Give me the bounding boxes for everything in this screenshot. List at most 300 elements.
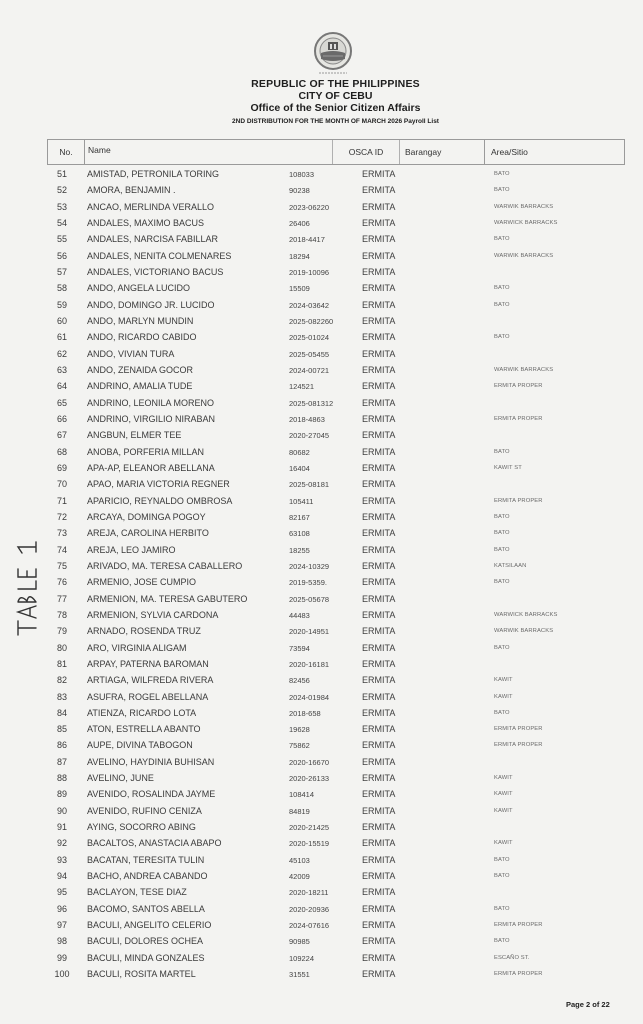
column-header-no: No.	[48, 140, 85, 164]
table-row	[47, 395, 625, 411]
row-osca-id: 108414	[289, 790, 315, 800]
row-osca-id: 2024-01984	[289, 692, 330, 702]
row-area-sitio: BATO	[494, 187, 510, 194]
row-osca-id: 82456	[289, 676, 310, 686]
column-header-osca-id: OSCA ID	[333, 140, 400, 164]
row-barangay: ERMITA	[362, 707, 396, 718]
row-name: ARPAY, PATERNA BAROMAN	[87, 658, 209, 669]
handwritten-note-text: TABLE 1	[4, 530, 8, 531]
row-name: ANDALES, MAXIMO BACUS	[87, 217, 205, 228]
row-barangay: ERMITA	[362, 381, 396, 392]
table-row	[47, 786, 625, 802]
row-barangay: ERMITA	[362, 805, 396, 816]
row-number: 87	[56, 756, 67, 767]
row-number: 71	[56, 495, 67, 506]
row-barangay: ERMITA	[362, 315, 396, 326]
row-area-sitio: BATO	[494, 448, 510, 455]
row-name: ARO, VIRGINIA ALIGAM	[87, 642, 187, 653]
row-number: 76	[56, 577, 67, 588]
row-barangay: ERMITA	[362, 169, 396, 179]
row-number: 93	[56, 854, 67, 865]
row-number: 69	[56, 462, 67, 473]
row-osca-id: 45103	[289, 855, 310, 865]
row-area-sitio: KAWIT	[494, 775, 513, 782]
table-row	[47, 852, 625, 868]
row-osca-id: 2019-10096	[289, 267, 330, 277]
row-area-sitio: ERMITA PROPER	[494, 497, 543, 504]
row-number: 68	[56, 446, 67, 457]
page-number: Page 2 of 22	[566, 1000, 610, 1009]
row-area-sitio: ERMITA PROPER	[494, 922, 543, 929]
row-barangay: ERMITA	[362, 348, 396, 359]
row-area-sitio: KAWIT	[494, 677, 513, 684]
table-row	[47, 689, 625, 705]
row-number: 92	[56, 838, 67, 849]
row-area-sitio: BATO	[494, 938, 510, 945]
row-name: ARMENION, MA. TERESA GABUTERO	[87, 593, 248, 604]
row-osca-id: 2020-16670	[289, 757, 330, 767]
column-header-name: Name	[85, 140, 333, 164]
row-number: 91	[56, 822, 67, 833]
row-barangay: ERMITA	[362, 234, 396, 245]
table-row	[47, 346, 625, 362]
row-barangay: ERMITA	[362, 854, 396, 865]
row-osca-id: 105411	[289, 496, 314, 506]
row-number: 85	[56, 724, 67, 735]
table-row	[47, 362, 625, 378]
row-name: ANDRINO, AMALIA TUDE	[87, 381, 193, 392]
row-barangay: ERMITA	[362, 299, 396, 310]
row-name: ARMENIO, JOSE CUMPIO	[87, 577, 197, 588]
row-osca-id: 2019-5359.	[289, 578, 327, 588]
row-osca-id: 84819	[289, 806, 310, 816]
row-number: 100	[54, 969, 70, 980]
table-row	[47, 901, 625, 917]
row-area-sitio: WARWIK BARRACKS	[494, 628, 554, 635]
row-name: BACHO, ANDREA CABANDO	[87, 871, 208, 882]
row-name: BACATAN, TERESITA TULIN	[87, 854, 205, 865]
table-row	[47, 493, 625, 509]
row-osca-id: 15509	[289, 284, 310, 294]
row-name: ASUFRA, ROGEL ABELLANA	[87, 691, 209, 702]
row-barangay: ERMITA	[362, 560, 396, 571]
table-row	[47, 378, 625, 394]
row-number: 86	[56, 740, 67, 751]
row-number: 95	[56, 887, 67, 898]
row-barangay: ERMITA	[362, 920, 396, 931]
row-osca-id: 2024-10329	[289, 561, 330, 571]
row-osca-id: 2025-01024	[289, 333, 330, 343]
row-area-sitio: BATO	[494, 709, 510, 716]
table-row	[47, 297, 625, 313]
row-name: ATIENZA, RICARDO LOTA	[87, 707, 197, 718]
row-name: BACULI, MINDA GONZALES	[87, 952, 205, 963]
row-name: BACLAYON, TESE DIAZ	[87, 887, 187, 898]
row-barangay: ERMITA	[362, 936, 396, 947]
row-name: AREJA, CAROLINA HERBITO	[87, 528, 209, 539]
row-area-sitio: ERMITA PROPER	[494, 971, 543, 978]
row-area-sitio: KAWIT	[494, 840, 513, 847]
row-area-sitio: WARWIK BARRACKS	[494, 252, 554, 259]
table-row	[47, 542, 625, 558]
row-number: 73	[56, 528, 67, 539]
row-osca-id: 2024-03642	[289, 300, 330, 310]
row-osca-id: 18255	[289, 545, 310, 555]
row-barangay: ERMITA	[362, 952, 396, 963]
row-barangay: ERMITA	[362, 675, 396, 686]
row-area-sitio: BATO	[494, 236, 510, 243]
row-area-sitio: KAWIT ST	[494, 464, 522, 471]
row-osca-id: 2020-16181	[289, 659, 330, 669]
row-barangay: ERMITA	[362, 446, 396, 457]
row-osca-id: 26406	[289, 218, 310, 228]
header-list-title: 2ND DISTRIBUTION FOR THE MONTH OF MARCH 2026 Payroll List	[232, 118, 439, 125]
column-header-area-sitio: Area/Sitio	[491, 147, 528, 157]
row-area-sitio: KAWIT	[494, 807, 513, 814]
table-row	[47, 427, 625, 443]
row-barangay: ERMITA	[362, 266, 396, 277]
row-number: 94	[56, 871, 67, 882]
row-barangay: ERMITA	[362, 838, 396, 849]
row-barangay: ERMITA	[362, 773, 396, 784]
row-osca-id: 2020-21425	[289, 823, 330, 833]
row-name: ARMENION, SYLVIA CARDONA	[87, 609, 219, 620]
row-number: 67	[56, 430, 67, 441]
row-name: ANDO, RICARDO CABIDO	[87, 332, 197, 343]
row-barangay: ERMITA	[362, 740, 396, 751]
row-osca-id: 73594	[289, 643, 310, 653]
row-osca-id: 2020-20936	[289, 904, 330, 914]
table-row	[47, 868, 625, 884]
row-name: ANOBA, PORFERIA MILLAN	[87, 446, 205, 457]
row-number: 54	[56, 217, 67, 228]
table-row	[47, 884, 625, 900]
header-country: REPUBLIC OF THE PHILIPPINES	[251, 78, 420, 90]
row-number: 58	[56, 283, 67, 294]
row-barangay: ERMITA	[362, 250, 396, 261]
table-row	[47, 656, 625, 672]
row-barangay: ERMITA	[362, 511, 396, 522]
row-osca-id: 18294	[289, 251, 310, 261]
table-row	[47, 574, 625, 590]
row-area-sitio: BATO	[494, 905, 510, 912]
row-name: ANDALES, NARCISA FABILLAR	[87, 234, 219, 245]
row-osca-id: 2024-07616	[289, 921, 330, 931]
row-number: 64	[56, 381, 67, 392]
row-barangay: ERMITA	[362, 658, 396, 669]
row-number: 96	[56, 903, 67, 914]
row-number: 66	[56, 413, 67, 424]
row-name: AVENIDO, ROSALINDA JAYME	[87, 789, 216, 800]
row-osca-id: 108033	[289, 170, 315, 179]
row-number: 53	[56, 201, 67, 212]
row-osca-id: 2020-14951	[289, 627, 330, 637]
row-barangay: ERMITA	[362, 609, 396, 620]
row-number: 55	[56, 234, 67, 245]
row-number: 52	[56, 185, 67, 196]
row-area-sitio: BATO	[494, 171, 510, 177]
table-row	[47, 509, 625, 525]
row-name: ARTIAGA, WILFREDA RIVERA	[87, 675, 214, 686]
row-name: ANDRINO, VIRGILIO NIRABAN	[87, 413, 216, 424]
row-barangay: ERMITA	[362, 332, 396, 343]
row-number: 80	[56, 642, 67, 653]
row-barangay: ERMITA	[362, 430, 396, 441]
row-name: ATON, ESTRELLA ABANTO	[87, 724, 201, 735]
table-row	[47, 933, 625, 949]
table-row	[47, 966, 625, 982]
table-row	[47, 280, 625, 296]
row-number: 79	[56, 626, 67, 637]
row-barangay: ERMITA	[362, 642, 396, 653]
row-area-sitio: BATO	[494, 856, 510, 863]
row-area-sitio: ERMITA PROPER	[494, 415, 543, 422]
row-barangay: ERMITA	[362, 691, 396, 702]
row-name: ANDO, VIVIAN TURA	[87, 348, 175, 359]
row-name: ANDO, MARLYN MUNDIN	[87, 315, 194, 326]
row-osca-id: 42009	[289, 872, 310, 882]
row-osca-id: 2020-27045	[289, 431, 330, 441]
row-area-sitio: WARWIK BARRACKS	[494, 203, 554, 210]
table-row	[47, 737, 625, 753]
row-barangay: ERMITA	[362, 724, 396, 735]
row-barangay: ERMITA	[362, 201, 396, 212]
row-name: AVELINO, JUNE	[87, 773, 154, 784]
table-row	[47, 444, 625, 460]
row-name: ANDALES, NENITA COLMENARES	[87, 250, 232, 261]
row-number: 60	[56, 315, 67, 326]
row-area-sitio: ERMITA PROPER	[494, 726, 543, 733]
row-barangay: ERMITA	[362, 364, 396, 375]
row-number: 89	[56, 789, 67, 800]
table-row	[47, 950, 625, 966]
row-osca-id: 80682	[289, 447, 310, 457]
row-number: 81	[56, 658, 67, 669]
row-name: AMORA, BENJAMIN .	[87, 185, 176, 196]
row-name: BACULI, ROSITA MARTEL	[87, 969, 196, 980]
row-osca-id: 2025-081312	[289, 398, 334, 408]
row-number: 88	[56, 773, 67, 784]
header-office: Office of the Senior Citizen Affairs	[250, 102, 421, 114]
row-number: 90	[56, 805, 67, 816]
table-row	[47, 476, 625, 492]
row-number: 83	[56, 691, 67, 702]
row-osca-id: 2025-082260	[289, 316, 334, 326]
table-row	[47, 248, 625, 264]
row-area-sitio: ESCAÑO ST.	[494, 954, 530, 961]
header-city: CITY OF CEBU	[298, 90, 373, 102]
row-number: 61	[56, 332, 67, 343]
table-row	[47, 803, 625, 819]
table-row	[47, 623, 625, 639]
row-barangay: ERMITA	[362, 903, 396, 914]
table-row	[47, 819, 625, 835]
row-name: ANGBUN, ELMER TEE	[87, 430, 182, 441]
table-row	[47, 558, 625, 574]
row-barangay: ERMITA	[362, 577, 396, 588]
row-name: ANDRINO, LEONILA MORENO	[87, 397, 215, 408]
row-osca-id: 2018-658	[289, 708, 321, 718]
row-barangay: ERMITA	[362, 462, 396, 473]
row-area-sitio: BATO	[494, 285, 510, 292]
row-area-sitio: ERMITA PROPER	[494, 742, 543, 749]
row-barangay: ERMITA	[362, 626, 396, 637]
table-row	[47, 411, 625, 427]
row-area-sitio: BATO	[494, 530, 510, 537]
row-name: APARICIO, REYNALDO OMBROSA	[87, 495, 233, 506]
row-name: AVELINO, HAYDINIA BUHISAN	[87, 756, 215, 767]
row-name: ARNADO, ROSENDA TRUZ	[87, 626, 201, 637]
row-number: 75	[56, 560, 67, 571]
row-area-sitio: KAWIT	[494, 791, 513, 798]
row-number: 57	[56, 266, 67, 277]
table-row	[47, 182, 625, 198]
table-body	[47, 166, 625, 982]
row-osca-id: 16404	[289, 463, 310, 473]
row-barangay: ERMITA	[362, 397, 396, 408]
row-osca-id: 2025-08181	[289, 480, 330, 490]
table-row	[47, 329, 625, 345]
row-osca-id: 124521	[289, 382, 315, 392]
row-barangay: ERMITA	[362, 756, 396, 767]
handwritten-table-note	[4, 530, 44, 640]
row-osca-id: 31551	[289, 970, 310, 980]
table-row	[47, 835, 625, 851]
row-area-sitio: WARWIK BARRACKS	[494, 366, 554, 373]
row-area-sitio: WARWICK BARRACKS	[494, 611, 558, 618]
row-number: 51	[56, 169, 67, 179]
row-barangay: ERMITA	[362, 544, 396, 555]
row-number: 72	[56, 511, 67, 522]
table-row	[47, 672, 625, 688]
row-area-sitio: WARWICK BARRACKS	[494, 219, 558, 226]
row-barangay: ERMITA	[362, 217, 396, 228]
row-name: ANDO, ANGELA LUCIDO	[87, 283, 191, 294]
row-number: 97	[56, 920, 67, 931]
row-name: AMISTAD, PETRONILA TORING	[87, 169, 220, 179]
row-number: 84	[56, 707, 67, 718]
row-area-sitio: KAWIT	[494, 693, 513, 700]
row-barangay: ERMITA	[362, 495, 396, 506]
row-barangay: ERMITA	[362, 871, 396, 882]
row-area-sitio: KATSILAAN	[494, 562, 527, 569]
row-number: 65	[56, 397, 67, 408]
row-number: 59	[56, 299, 67, 310]
row-barangay: ERMITA	[362, 969, 396, 980]
row-name: BACALTOS, ANASTACIA ABAPO	[87, 838, 222, 849]
row-name: APAO, MARIA VICTORIA REGNER	[87, 479, 230, 490]
row-name: ARCAYA, DOMINGA POGOY	[87, 511, 206, 522]
table-row	[47, 313, 625, 329]
row-osca-id: 2018-4417	[289, 235, 325, 245]
row-barangay: ERMITA	[362, 283, 396, 294]
row-area-sitio: BATO	[494, 644, 510, 651]
row-name: ARIVADO, MA. TERESA CABALLERO	[87, 560, 243, 571]
row-name: ANDO, DOMINGO JR. LUCIDO	[87, 299, 215, 310]
row-osca-id: 2020-26133	[289, 774, 330, 784]
table-row	[47, 640, 625, 656]
row-name: AYING, SOCORRO ABING	[87, 822, 196, 833]
row-number: 62	[56, 348, 67, 359]
row-number: 74	[56, 544, 67, 555]
table-row	[47, 754, 625, 770]
row-osca-id: 90238	[289, 186, 310, 196]
row-barangay: ERMITA	[362, 413, 396, 424]
table-row	[47, 705, 625, 721]
table-row	[47, 199, 625, 215]
row-name: ANDO, ZENAIDA GOCOR	[87, 364, 194, 375]
row-number: 78	[56, 609, 67, 620]
table-row	[47, 770, 625, 786]
row-name: AUPE, DIVINA TABOGON	[87, 740, 193, 751]
row-name: AREJA, LEO JAMIRO	[87, 544, 176, 555]
row-number: 70	[56, 479, 67, 490]
row-number: 99	[56, 952, 67, 963]
row-area-sitio: BATO	[494, 579, 510, 586]
table-row	[47, 525, 625, 541]
table-row	[47, 607, 625, 623]
column-header-barangay: Barangay	[400, 140, 485, 164]
row-number: 77	[56, 593, 67, 604]
table-row	[47, 264, 625, 280]
row-osca-id: 2025-05678	[289, 594, 330, 604]
row-area-sitio: ERMITA PROPER	[494, 383, 543, 390]
table-row	[47, 460, 625, 476]
row-number: 82	[56, 675, 67, 686]
row-osca-id: 2025-05455	[289, 349, 330, 359]
row-osca-id: 109224	[289, 953, 315, 963]
table-row	[47, 231, 625, 247]
table-row	[47, 591, 625, 607]
row-barangay: ERMITA	[362, 789, 396, 800]
row-barangay: ERMITA	[362, 822, 396, 833]
row-number: 63	[56, 364, 67, 375]
row-barangay: ERMITA	[362, 528, 396, 539]
row-osca-id: 44483	[289, 610, 310, 620]
row-osca-id: 82167	[289, 512, 310, 522]
row-osca-id: 2020-18211	[289, 888, 329, 898]
row-name: BACOMO, SANTOS ABELLA	[87, 903, 205, 914]
city-seal-logo	[313, 31, 353, 75]
row-osca-id: 2018-4863	[289, 414, 325, 424]
row-area-sitio: BATO	[494, 513, 510, 520]
row-osca-id: 90985	[289, 937, 310, 947]
row-area-sitio: BATO	[494, 873, 510, 880]
row-barangay: ERMITA	[362, 887, 396, 898]
row-barangay: ERMITA	[362, 479, 396, 490]
row-area-sitio: BATO	[494, 301, 510, 308]
row-osca-id: 2020-15519	[289, 839, 330, 849]
row-osca-id: 75862	[289, 741, 310, 751]
row-name: AVENIDO, RUFINO CENIZA	[87, 805, 202, 816]
row-osca-id: 2024-00721	[289, 365, 330, 375]
row-barangay: ERMITA	[362, 185, 396, 196]
table-row	[47, 917, 625, 933]
row-osca-id: 2023-06220	[289, 202, 330, 212]
row-number: 98	[56, 936, 67, 947]
table-row	[47, 215, 625, 231]
row-area-sitio: BATO	[494, 546, 510, 553]
row-name: BACULI, ANGELITO CELERIO	[87, 920, 212, 931]
row-barangay: ERMITA	[362, 593, 396, 604]
table-row	[47, 166, 625, 182]
row-name: APA-AP, ELEANOR ABELLANA	[87, 462, 215, 473]
table-header	[47, 139, 625, 165]
row-osca-id: 19628	[289, 725, 310, 735]
row-area-sitio: BATO	[494, 334, 510, 341]
row-osca-id: 63108	[289, 529, 310, 539]
row-name: ANDALES, VICTORIANO BACUS	[87, 266, 224, 277]
